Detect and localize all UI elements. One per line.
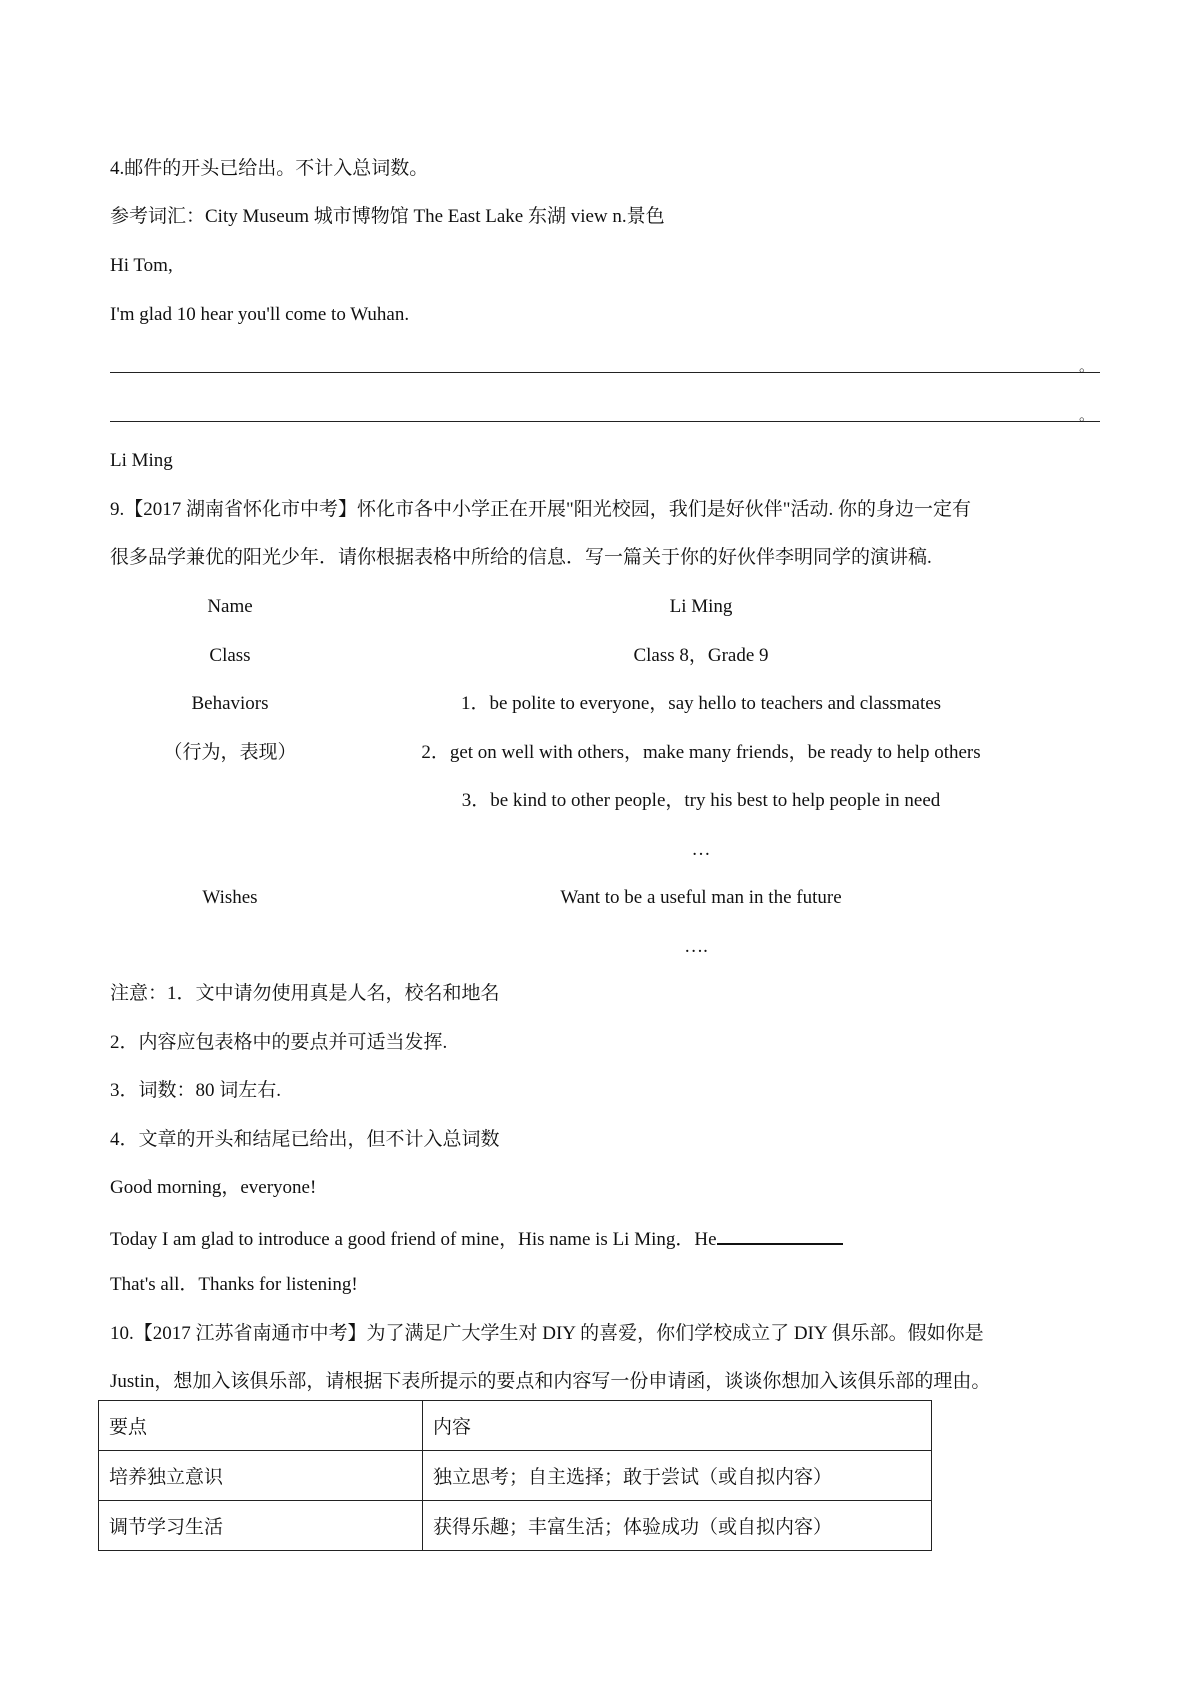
q9-wishes-value: Want to be a useful man in the future — [560, 887, 842, 908]
blank-period: 。 — [1078, 359, 1094, 375]
table-header-row — [99, 1401, 932, 1451]
table-cell: 培养独立意识 — [99, 1451, 423, 1501]
answer-blank-line[interactable] — [110, 348, 1100, 373]
q9-closing: That's all．Thanks for listening! — [110, 1274, 358, 1295]
q9-prompt-line2: 很多品学兼优的阳光少年．请你根据表格中所给的信息．写一篇关于你的好伙伴李明同学的演讲稿. — [110, 547, 932, 568]
q9-opening-1: Good morning，everyone! — [110, 1177, 317, 1198]
q9-name-value: Li Ming — [669, 596, 733, 617]
letter-greeting: Hi Tom, — [110, 255, 173, 276]
q9-behaviors-label-cn: （行为，表现） — [163, 742, 297, 763]
q9-note-2: 2．内容应包表格中的要点并可适当发挥. — [110, 1032, 448, 1053]
q9-name-label: Name — [207, 596, 253, 617]
q9-behavior-3: 3．be kind to other people，try his best to help people in need — [461, 790, 941, 811]
q9-behavior-2: 2．get on well with others，make many friends，be ready to help others — [421, 742, 981, 763]
q9-note-3: 3．词数：80 词左右. — [110, 1080, 282, 1101]
letter-opening: I'm glad 10 hear you'll come to Wuhan. — [110, 304, 410, 325]
note-4: 4.邮件的开头已给出。不计入总词数。 — [110, 158, 429, 179]
q9-class-label: Class — [209, 645, 251, 666]
table-row — [99, 1451, 932, 1501]
q9-prompt-line1: 9.【2017 湖南省怀化市中考】怀化市各中小学正在开展"阳光校园，我们是好伙伴"活动. 你的身边一定有 — [110, 499, 972, 520]
table-cell: 调节学习生活 — [99, 1501, 423, 1551]
q9-opening-2 — [110, 1225, 843, 1252]
letter-signature: Li Ming — [110, 450, 173, 471]
q9-behaviors-label: Behaviors — [191, 693, 269, 714]
q10-prompt-line1: 10.【2017 江苏省南通市中考】为了满足广大学生对 DIY 的喜爱，你们学校成立了 DIY 俱乐部。假如你是 — [110, 1323, 984, 1344]
q10-points-table — [98, 1400, 932, 1551]
vocab-hint: 参考词汇：City Museum 城市博物馆 The East Lake 东湖 view n.景色 — [110, 206, 665, 227]
q9-note-1: 注意：1．文中请勿使用真是人名，校名和地名 — [110, 983, 500, 1004]
answer-blank-line[interactable] — [110, 397, 1100, 422]
q9-wishes-label: Wishes — [202, 887, 258, 908]
table-header-cell: 要点 — [99, 1401, 423, 1451]
q9-behavior-1: 1．be polite to everyone，say hello to teachers and classmates — [460, 693, 942, 714]
q10-prompt-line2: Justin，想加入该俱乐部，请根据下表所提示的要点和内容写一份申请函，谈谈你想加入该俱乐部的理由。 — [110, 1371, 991, 1392]
table-header-cell: 内容 — [423, 1401, 932, 1451]
q9-note-4: 4．文章的开头和结尾已给出，但不计入总词数 — [110, 1129, 500, 1150]
q9-class-value: Class 8，Grade 9 — [633, 645, 769, 666]
q9-behaviors-ellipsis: … — [691, 839, 711, 860]
q9-opening-2-text: Today I am glad to introduce a good friend of mine，His name is Li Ming．He — [110, 1229, 717, 1250]
q9-wishes-ellipsis: …. — [684, 936, 708, 957]
table-row — [99, 1501, 932, 1551]
table-cell: 获得乐趣；丰富生活；体验成功（或自拟内容） — [423, 1501, 932, 1551]
blank-period: 。 — [1078, 408, 1094, 424]
table-cell: 独立思考；自主选择；敢于尝试（或自拟内容） — [423, 1451, 932, 1501]
q9-answer-blank[interactable] — [717, 1225, 843, 1245]
